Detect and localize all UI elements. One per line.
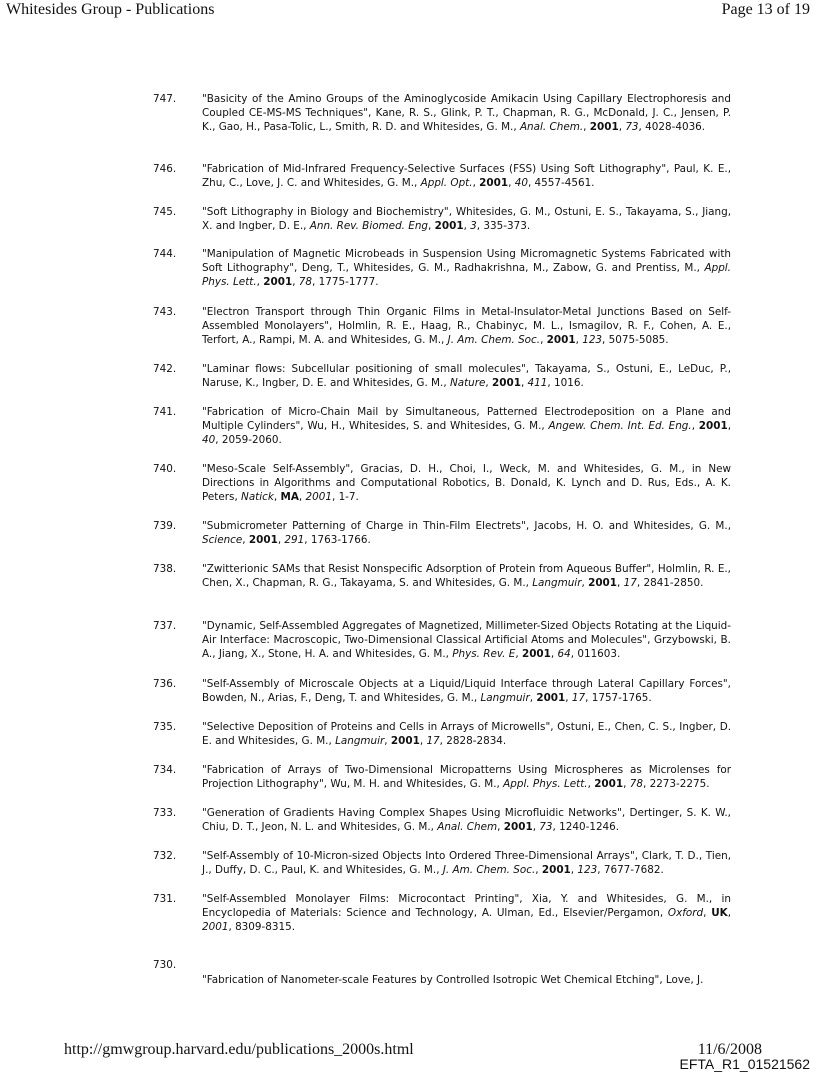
entry-citation: "Self-Assembly of Microscale Objects at a Liquid/Liquid Interface through Lateral Capillary Forces", Bowden, N., Arias, F., Deng, T. and Whitesides, G. M., Langmuir, 2001, 17, 1757-1765. — [202, 678, 731, 704]
entry-number: 742. — [153, 363, 177, 375]
entry-citation: "Electron Transport through Thin Organic Films in Metal-Insulator-Metal Junctions Based on Self-Assembled Monolayers", Holmlin, R. E., Haag, R., Chabinyc, M. L., Ismagilov, R. F., Cohen, A. E., Terfort, A., Rampi, M. A. and Whitesides, G. M., J. Am. Chem. Soc., 2001, 123, 5075-5085. — [202, 306, 731, 346]
entry-citation: "Submicrometer Patterning of Charge in Thin-Film Electrets", Jacobs, H. O. and Whitesides, G. M., Science, 2001, 291, 1763-1766. — [202, 520, 731, 546]
entry-number: 745. — [153, 206, 177, 218]
entry-citation: "Fabrication of Mid-Infrared Frequency-Selective Surfaces (FSS) Using Soft Lithography", Paul, K. E., Zhu, C., Love, J. C. and Whitesides, G. M., Appl. Opt., 2001, 40, 4557-4561. — [202, 163, 731, 189]
entry-citation: "Fabrication of Nanometer-scale Features by Controlled Isotropic Wet Chemical Etching", Love, J. — [202, 974, 704, 986]
entry-number: 734. — [153, 764, 177, 776]
entry-number: 731. — [153, 893, 177, 905]
entry-citation: "Selective Deposition of Proteins and Cells in Arrays of Microwells", Ostuni, E., Chen, C. S., Ingber, D. E. and Whitesides, G. M., Langmuir, 2001, 17, 2828-2834. — [202, 721, 731, 747]
entry-citation: "Dynamic, Self-Assembled Aggregates of Magnetized, Millimeter-Sized Objects Rotating at the Liquid-Air Interface: Macroscopic, Two-Dimensional Classical Artificial Atoms and Molecules", Grzybowski, B. A., Jiang, X., Stone, H. A. and Whitesides, G. M., Phys. Rev. E, 2001, 64, 011603. — [202, 620, 731, 660]
entry-citation: "Generation of Gradients Having Complex Shapes Using Microfluidic Networks", Dertinger, S. K. W., Chiu, D. T., Jeon, N. L. and Whitesides, G. M., Anal. Chem, 2001, 73, 1240-1246. — [202, 807, 731, 833]
entry-citation: "Fabrication of Arrays of Two-Dimensional Micropatterns Using Microspheres as Microlenses for Projection Lithography", Wu, M. H. and Whitesides, G. M., Appl. Phys. Lett., 2001, 78, 2273-2275. — [202, 764, 731, 790]
header-title: Whitesides Group - Publications — [6, 1, 215, 18]
entry-citation: "Zwitterionic SAMs that Resist Nonspecific Adsorption of Protein from Aqueous Buffer", Holmlin, R. E., Chen, X., Chapman, R. G., Takayama, S. and Whitesides, G. M., Langmuir, 2001, 17, 2841-2850. — [202, 563, 731, 589]
entry-number: 743. — [153, 306, 177, 318]
entry-number: 735. — [153, 721, 177, 733]
entry-number: 733. — [153, 807, 177, 819]
entry-number: 730. — [153, 959, 177, 971]
entry-number: 737. — [153, 620, 177, 632]
entry-number: 741. — [153, 406, 177, 418]
entry-citation: "Fabrication of Micro-Chain Mail by Simultaneous, Patterned Electrodeposition on a Plane and Multiple Cylinders", Wu, H., Whitesides, S. and Whitesides, G. M., Angew. Chem. Int. Ed. Eng., 2001, 40, 2059-2060. — [202, 406, 732, 446]
entry-citation: "Self-Assembly of 10-Micron-sized Objects Into Ordered Three-Dimensional Arrays", Clark, T. D., Tien, J., Duffy, D. C., Paul, K. and Whitesides, G. M., J. Am. Chem. Soc., 2001, 123, 7677-7682. — [202, 850, 731, 876]
entry-number: 744. — [153, 248, 177, 260]
entry-citation: "Manipulation of Magnetic Microbeads in Suspension Using Micromagnetic Systems Fabricated with Soft Lithography", Deng, T., Whitesides, G. M., Radhakrishna, M., Zabow, G. and Prentiss, M., Appl. Phys. Lett., 2001, 78, 1775-1777. — [202, 248, 731, 288]
footer-date: 11/6/2008 — [697, 1041, 762, 1058]
entry-citation: "Soft Lithography in Biology and Biochemistry", Whitesides, G. M., Ostuni, E. S., Takayama, S., Jiang, X. and Ingber, D. E., Ann. Rev. Biomed. Eng, 2001, 3, 335-373. — [202, 206, 731, 232]
entry-number: 740. — [153, 463, 177, 475]
page-number: Page 13 of 19 — [721, 1, 810, 18]
entry-citation: "Self-Assembled Monolayer Films: Microcontact Printing", Xia, Y. and Whitesides, G. M., in Encyclopedia of Materials: Science and Technology, A. Ulman, Ed., Elsevier/Pergamon, Oxford, UK, 2001, 8309-8315. — [202, 893, 731, 933]
entry-citation: "Laminar flows: Subcellular positioning of small molecules", Takayama, S., Ostuni, E., LeDuc, P., Naruse, K., Ingber, D. E. and Whitesides, G. M., Nature, 2001, 411, 1016. — [202, 363, 731, 389]
entry-number: 746. — [153, 163, 177, 175]
entry-number: 739. — [153, 520, 177, 532]
entry-number: 747. — [153, 93, 177, 105]
footer-url: http://gmwgroup.harvard.edu/publications_2000s.html — [64, 1041, 414, 1058]
entry-number: 736. — [153, 678, 177, 690]
entry-number: 738. — [153, 563, 177, 575]
entry-citation: "Basicity of the Amino Groups of the Aminoglycoside Amikacin Using Capillary Electrophoresis and Coupled CE-MS-MS Techniques", Kane, R. S., Glink, P. T., Chapman, R. G., McDonald, J. C., Jensen, P. K., Gao, H., Pasa-Tolic, L., Smith, R. D. and Whitesides, G. M., Anal. Chem., 2001, 73, 4028-4036. — [202, 93, 731, 133]
entry-citation: "Meso-Scale Self-Assembly", Gracias, D. H., Choi, I., Weck, M. and Whitesides, G. M., in New Directions in Algorithms and Computational Robotics, B. Donald, K. Lynch and D. Rus, Eds., A. K. Peters, Natick, MA, 2001, 1-7. — [202, 463, 731, 503]
document-id: EFTA_R1_01521562 — [679, 1056, 810, 1072]
entry-number: 732. — [153, 850, 177, 862]
